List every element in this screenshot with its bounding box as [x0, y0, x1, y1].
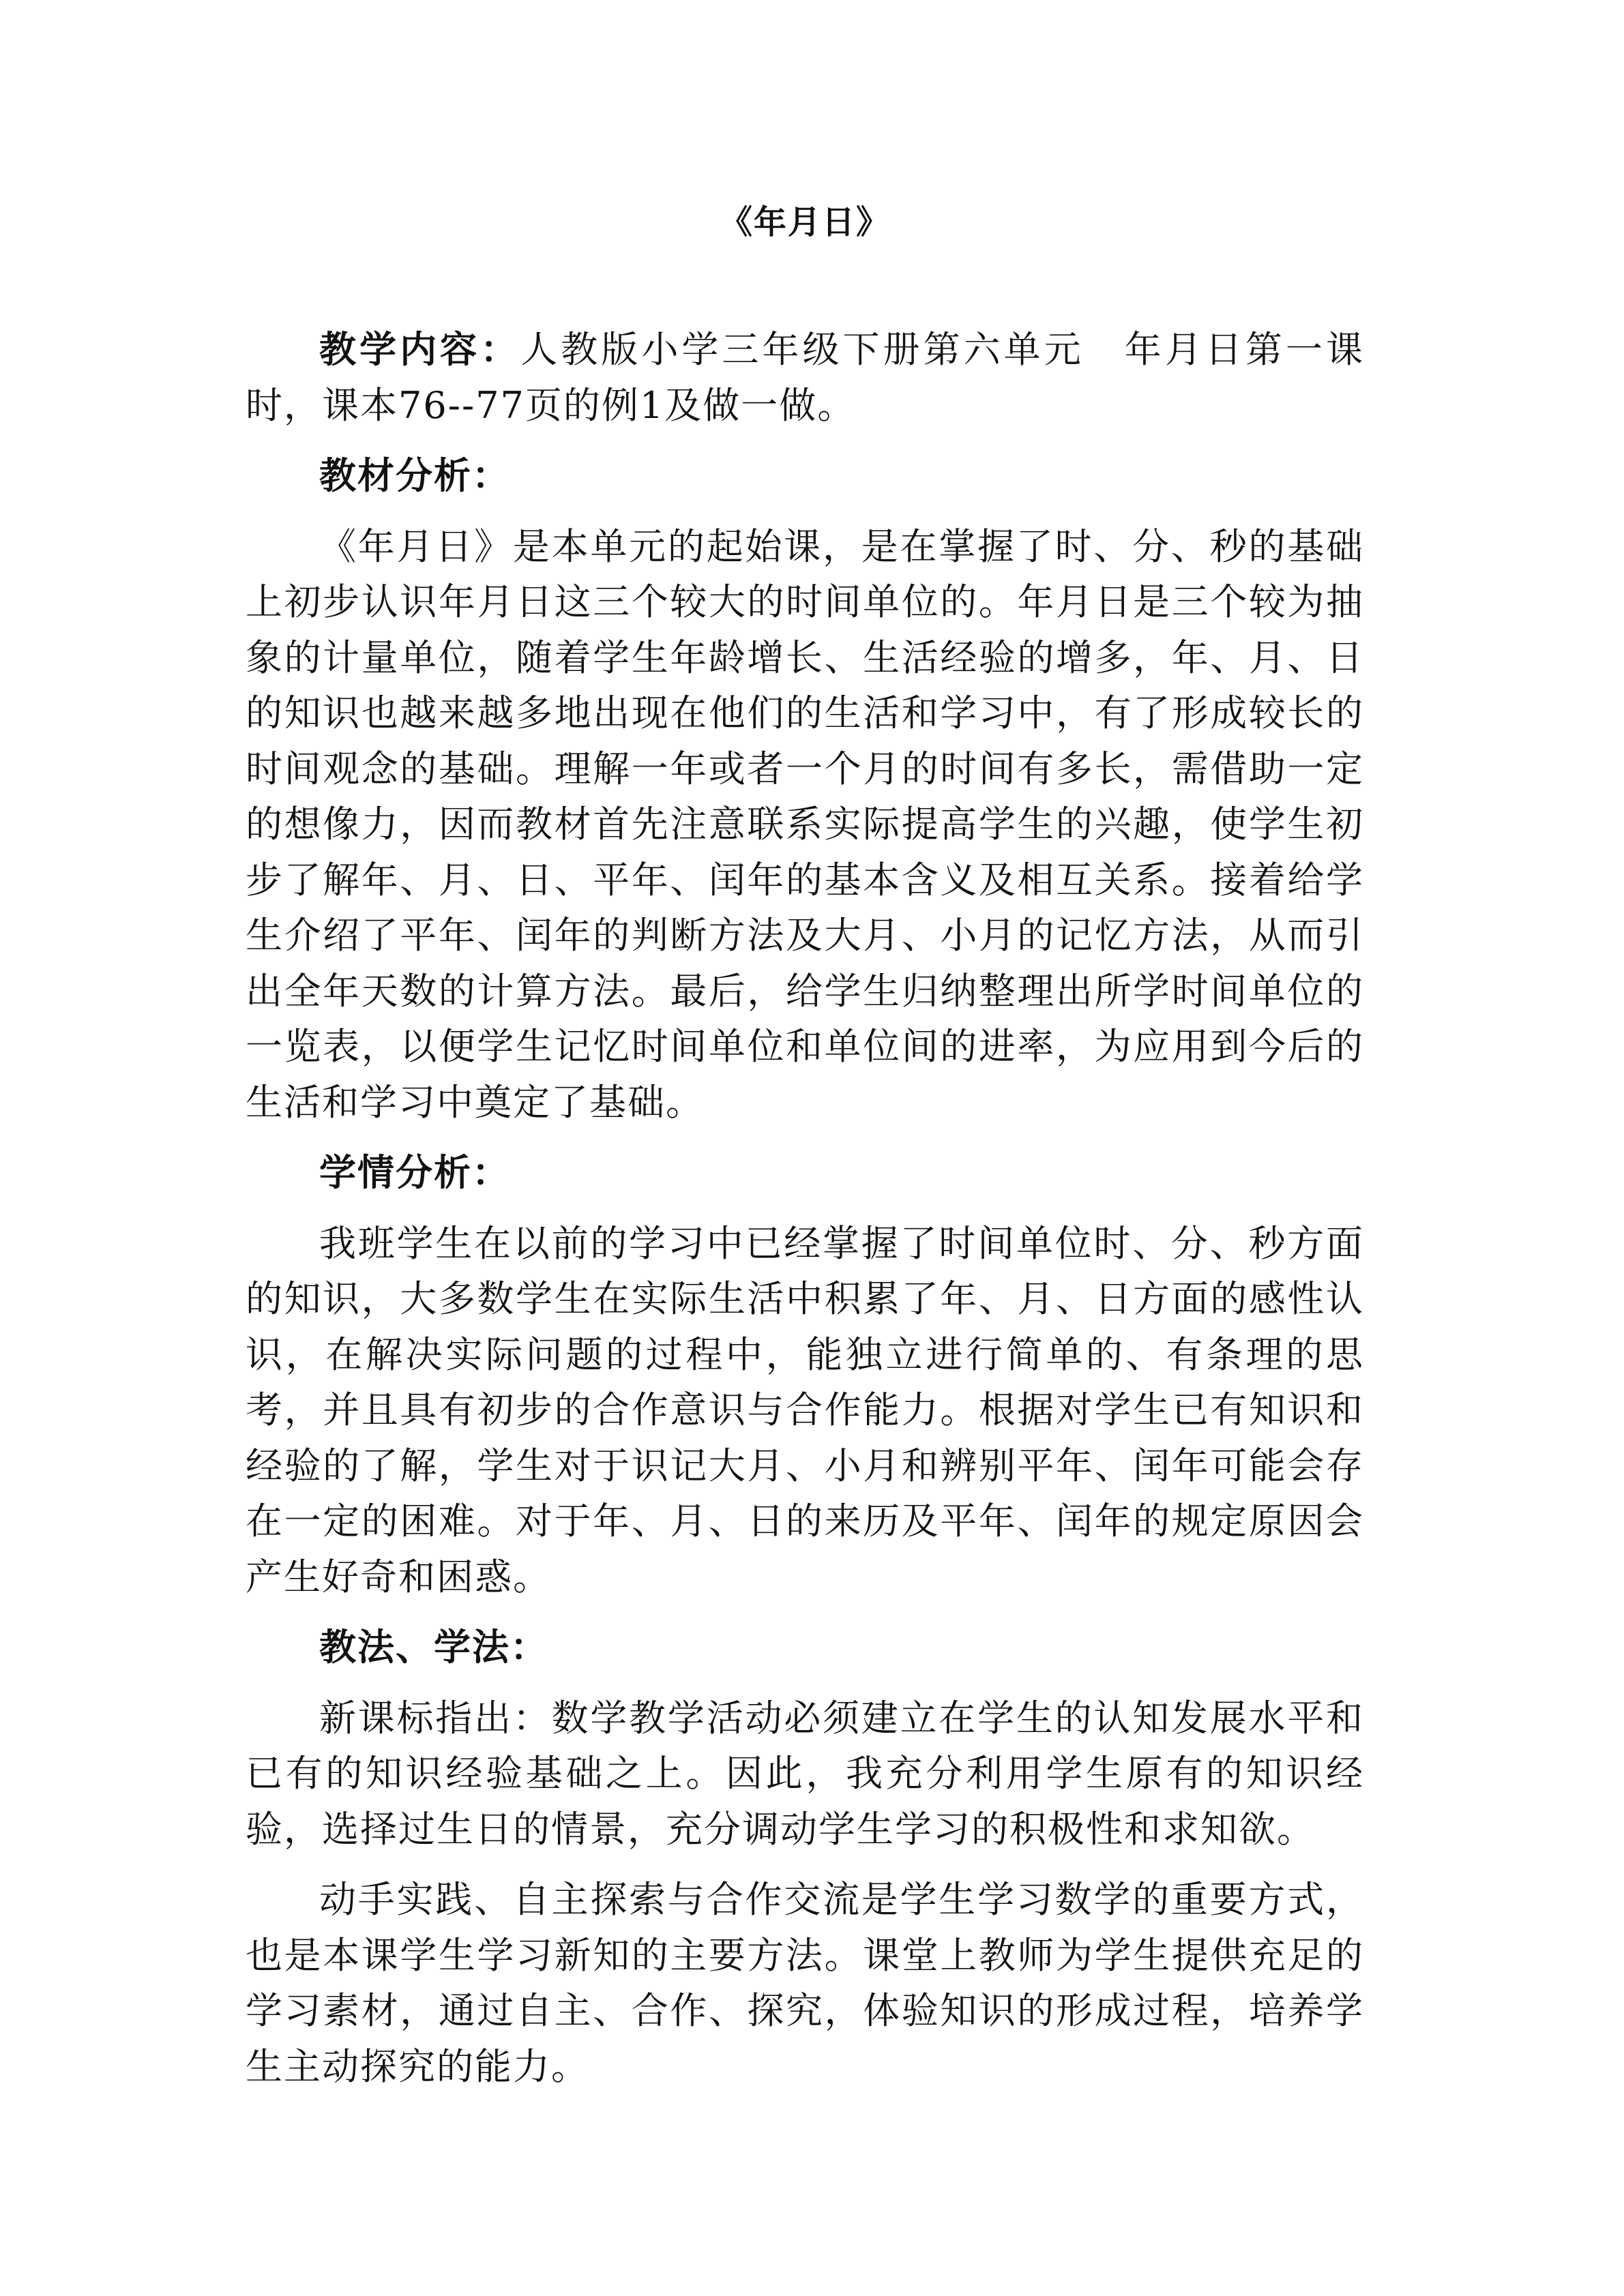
section-paragraph: 我班学生在以前的学习中已经掌握了时间单位时、分、秒方面的知识，大多数学生在实际生活中积累了年、月、日方面的感性认识，在解决实际问题的过程中，能独立进行简单的、有条理的思考，并且具有初步的合作意识与合作能力。根据对学生已有知识和经验的了解，学生对于识记大月、小月和辨别平年、闰年可能会存在一定的困难。对于年、月、日的来历及平年、闰年的规定原因会产生好奇和困惑。 — [246, 1221, 1364, 1598]
teaching-content-paragraph — [246, 322, 1364, 433]
document-page — [246, 198, 1364, 2094]
teaching-content-label: 教学内容： — [319, 327, 521, 371]
section-paragraph: 新课标指出：数学教学活动必须建立在学生的认知发展水平和已有的知识经验基础之上。因此，我充分利用学生原有的知识经验，选择过生日的情景，充分调动学生学习的积极性和求知欲。 — [246, 1696, 1364, 1851]
section-heading-methods: 教法、学法： — [319, 1625, 548, 1669]
section-heading-textbook-analysis: 教材分析： — [319, 453, 510, 497]
section-paragraph: 动手实践、自主探索与合作交流是学生学习数学的重要方式，也是本课学生学习新知的主要方法。课堂上教师为学生提供充足的学习素材，通过自主、合作、探究，体验知识的形成过程，培养学生主动探究的能力。 — [246, 1878, 1364, 2088]
document-title: 《年月日》 — [719, 203, 890, 241]
section-heading-student-analysis: 学情分析： — [319, 1150, 510, 1194]
section-paragraph: 《年月日》是本单元的起始课，是在掌握了时、分、秒的基础上初步认识年月日这三个较大的时间单位的。年月日是三个较为抽象的计量单位，随着学生年龄增长、生活经验的增多，年、月、日的知识也越来越多地出现在他们的生活和学习中，有了形成较长的时间观念的基础。理解一年或者一个月的时间有多长，需借助一定的想像力，因而教材首先注意联系实际提高学生的兴趣，使学生初步了解年、月、日、平年、闰年的基本含义及相互关系。接着给学生介绍了平年、闰年的判断方法及大月、小月的记忆方法，从而引出全年天数的计算方法。最后，给学生归纳整理出所学时间单位的一览表，以便学生记忆时间单位和单位间的进率，为应用到今后的生活和学习中奠定了基础。 — [246, 524, 1364, 1124]
teaching-content-text: 人教版小学三年级下册第六单元 年月日第一课时，课本76--77页的例1及做一做。 — [246, 328, 1365, 427]
